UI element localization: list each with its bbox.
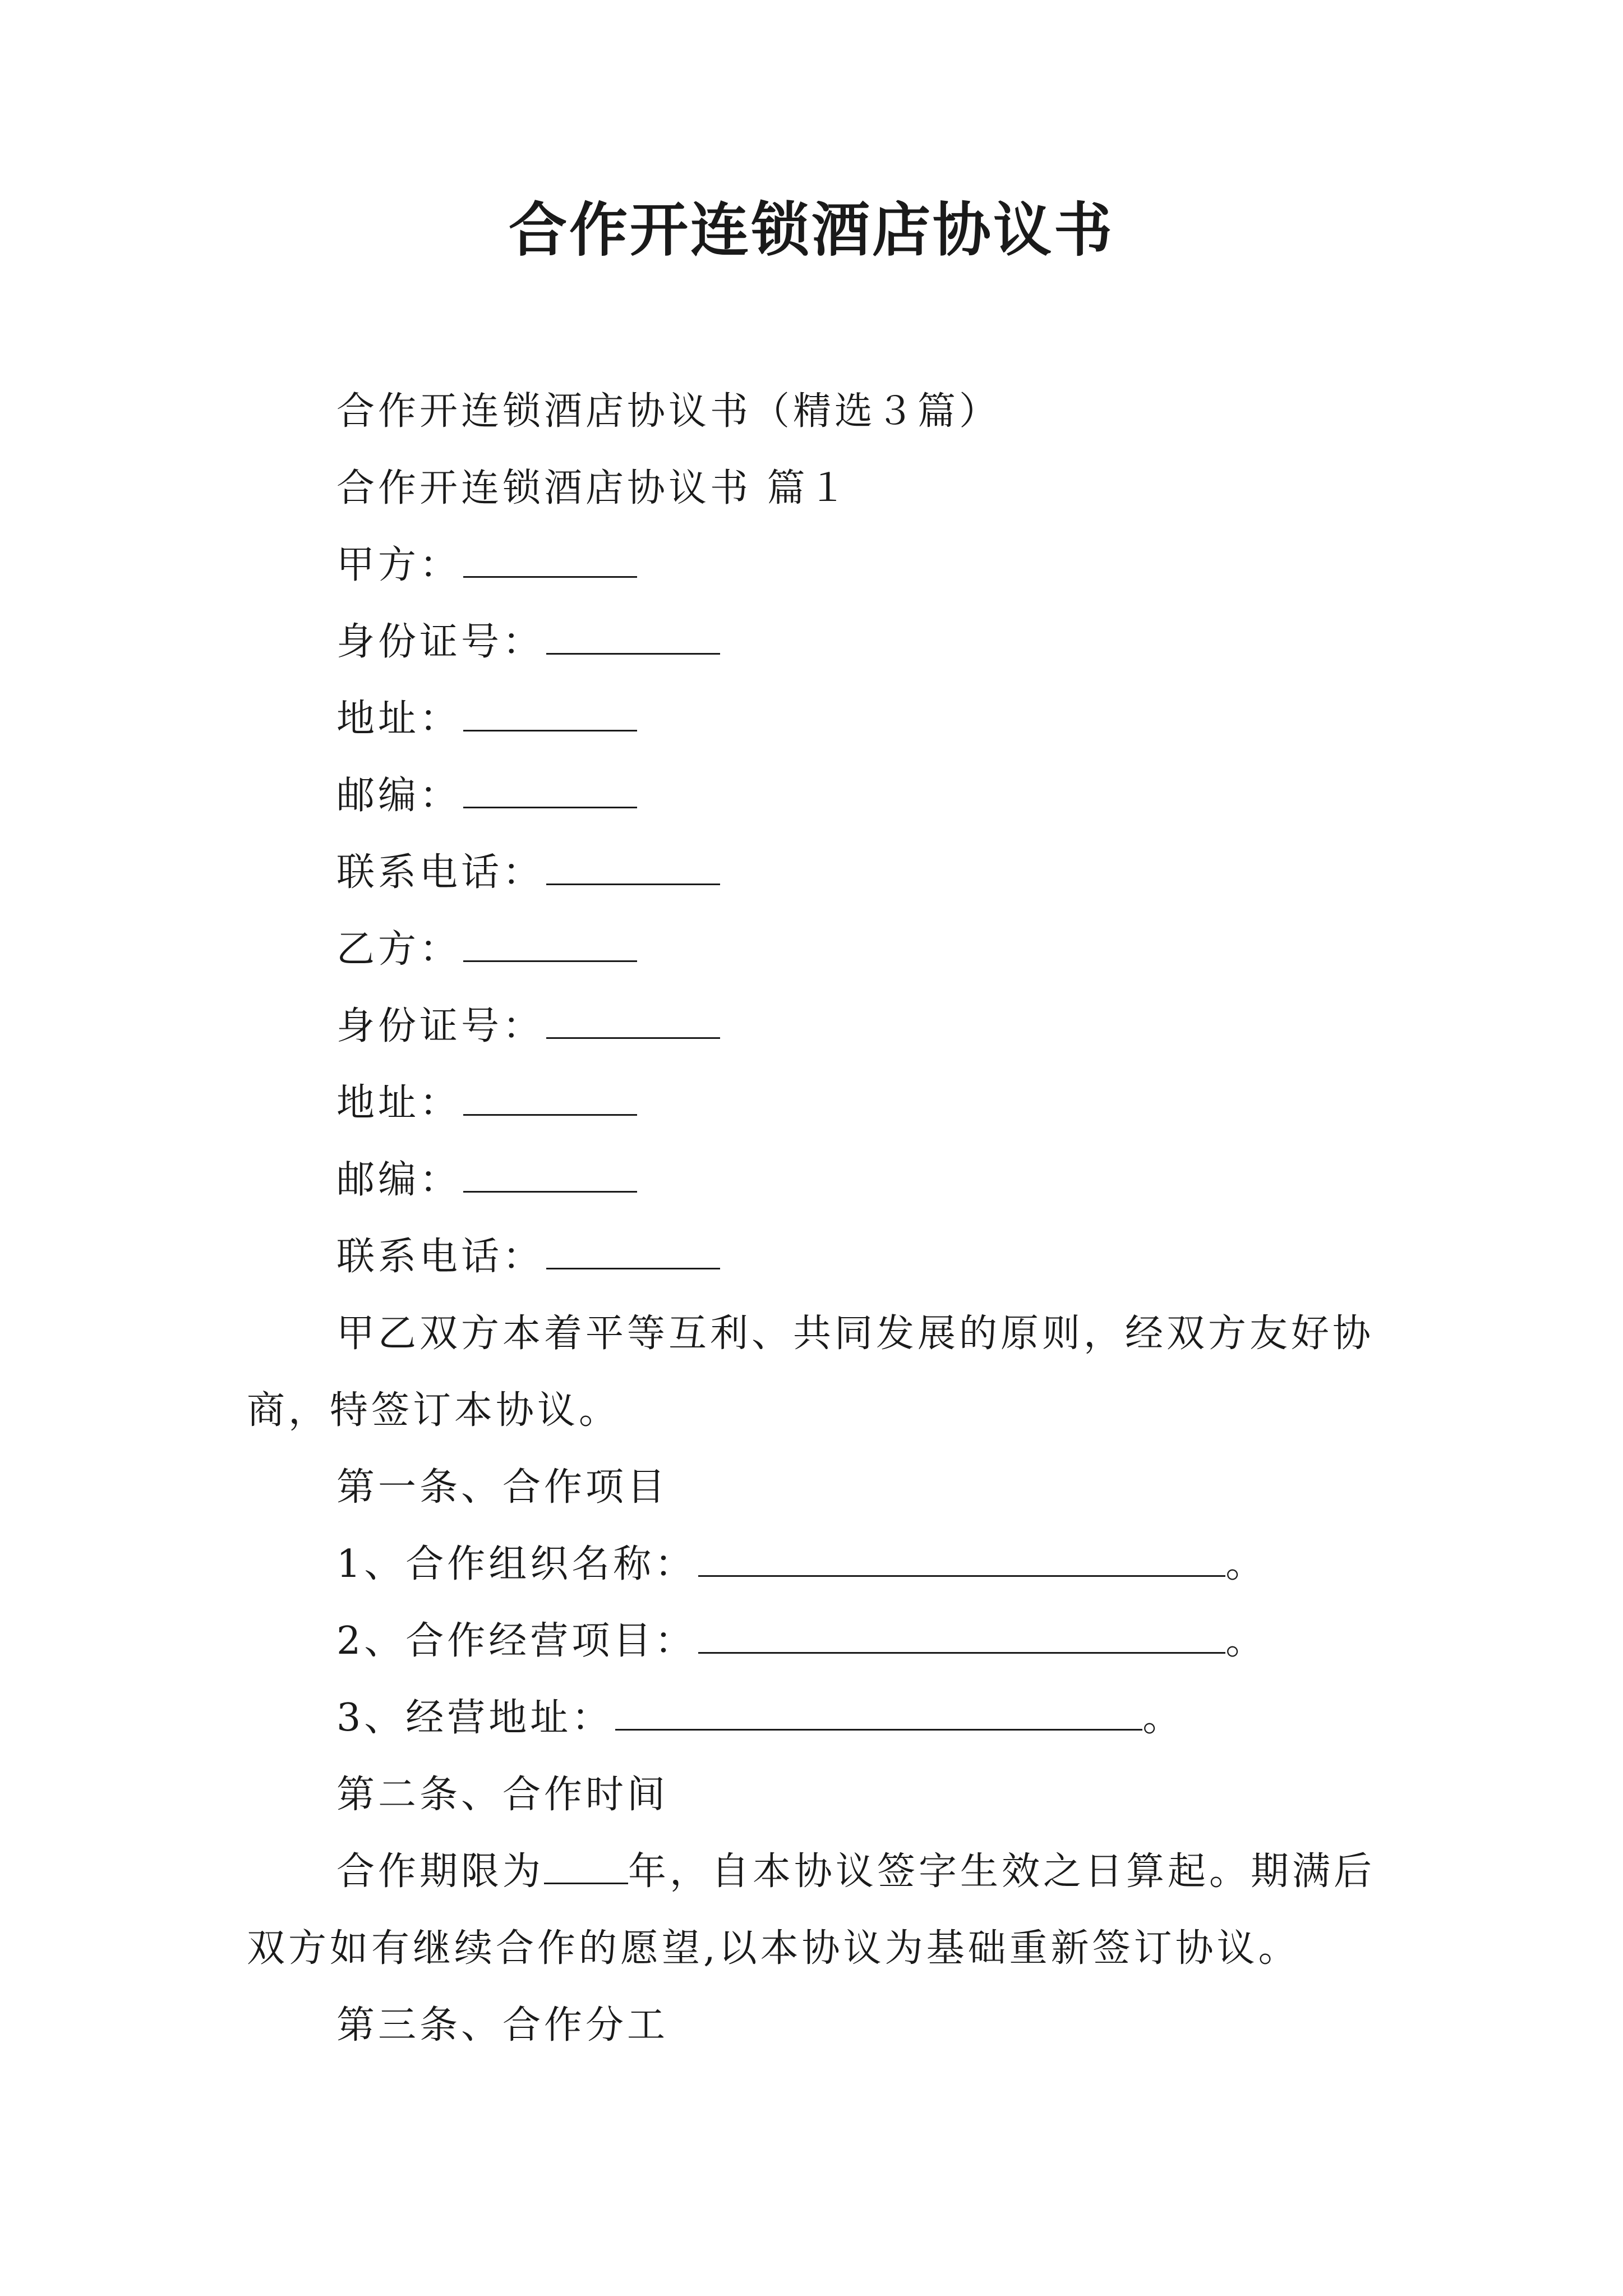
- party-b-phone-field: [247, 1218, 1391, 1295]
- party-b-address-field: [247, 1065, 1391, 1142]
- fill-in-blank: [698, 1538, 1225, 1577]
- fill-in-blank: [615, 1692, 1142, 1731]
- field-label: 联系电话：: [336, 850, 545, 895]
- article-2-paragraph: [247, 1833, 1391, 1987]
- field-label: 乙方：: [336, 927, 462, 972]
- field-label: 地址：: [336, 697, 462, 741]
- document-title: 合作开连锁酒店协议书: [508, 195, 1114, 264]
- article-3-heading: 第三条、合作分工: [336, 2003, 669, 2047]
- fill-in-blank: [463, 923, 637, 962]
- fill-in-blank: [463, 1077, 637, 1116]
- field-label: 邮编：: [336, 774, 462, 818]
- field-label: 邮编：: [336, 1158, 462, 1202]
- period-mark: 。: [1225, 1619, 1267, 1663]
- text-after-blank: 年，自本协议签字生效之日算起。期满后双方如有继续合作的愿望,以本协议为基础重新签订协议。: [247, 1849, 1376, 1971]
- field-label: 身份证号：: [336, 620, 545, 664]
- fill-in-blank: [463, 693, 637, 731]
- document-body: [247, 373, 1391, 2064]
- article-1-item-3: [247, 1680, 1391, 1756]
- fill-in-blank: [463, 770, 637, 808]
- field-label: 联系电话：: [336, 1235, 545, 1279]
- intro-paragraph: 甲乙双方本着平等互利、共同发展的原则，经双方友好协商，特签订本协议。: [247, 1312, 1375, 1433]
- article-1-heading: 第一条、合作项目: [336, 1465, 669, 1510]
- party-b-postcode-field: [247, 1142, 1391, 1218]
- period-mark: 。: [1142, 1696, 1184, 1740]
- party-b-id-field: [247, 988, 1391, 1065]
- text-before-blank: 合作期限为: [336, 1849, 545, 1894]
- fill-in-blank: [546, 1000, 720, 1039]
- fill-in-blank: [546, 846, 720, 885]
- section-heading: 合作开连锁酒店协议书 篇１: [336, 466, 850, 510]
- period-mark: 。: [1225, 1542, 1267, 1586]
- field-label: 甲方：: [336, 543, 462, 587]
- fill-in-blank: [544, 1846, 628, 1884]
- item-label: 3、经营地址：: [336, 1696, 614, 1740]
- party-a-id-field: [247, 604, 1391, 680]
- party-a-name-field: [247, 527, 1391, 604]
- item-label: 2、合作经营项目：: [336, 1619, 697, 1663]
- party-a-postcode-field: [247, 757, 1391, 834]
- subtitle: 合作开连锁酒店协议书（精选３篇）: [336, 389, 1001, 434]
- article-1-item-2: [247, 1603, 1391, 1680]
- article-1-item-1: [247, 1526, 1391, 1603]
- party-b-name-field: [247, 911, 1391, 988]
- fill-in-blank: [463, 539, 637, 578]
- fill-in-blank: [546, 616, 720, 655]
- article-2-heading: 第二条、合作时间: [336, 1773, 669, 1817]
- fill-in-blank: [698, 1615, 1225, 1654]
- fill-in-blank: [546, 1231, 720, 1269]
- field-label: 地址：: [336, 1081, 462, 1125]
- party-a-address-field: [247, 680, 1391, 757]
- fill-in-blank: [463, 1154, 637, 1193]
- field-label: 身份证号：: [336, 1004, 545, 1048]
- party-a-phone-field: [247, 834, 1391, 911]
- item-label: 1、合作组织名称：: [336, 1542, 697, 1586]
